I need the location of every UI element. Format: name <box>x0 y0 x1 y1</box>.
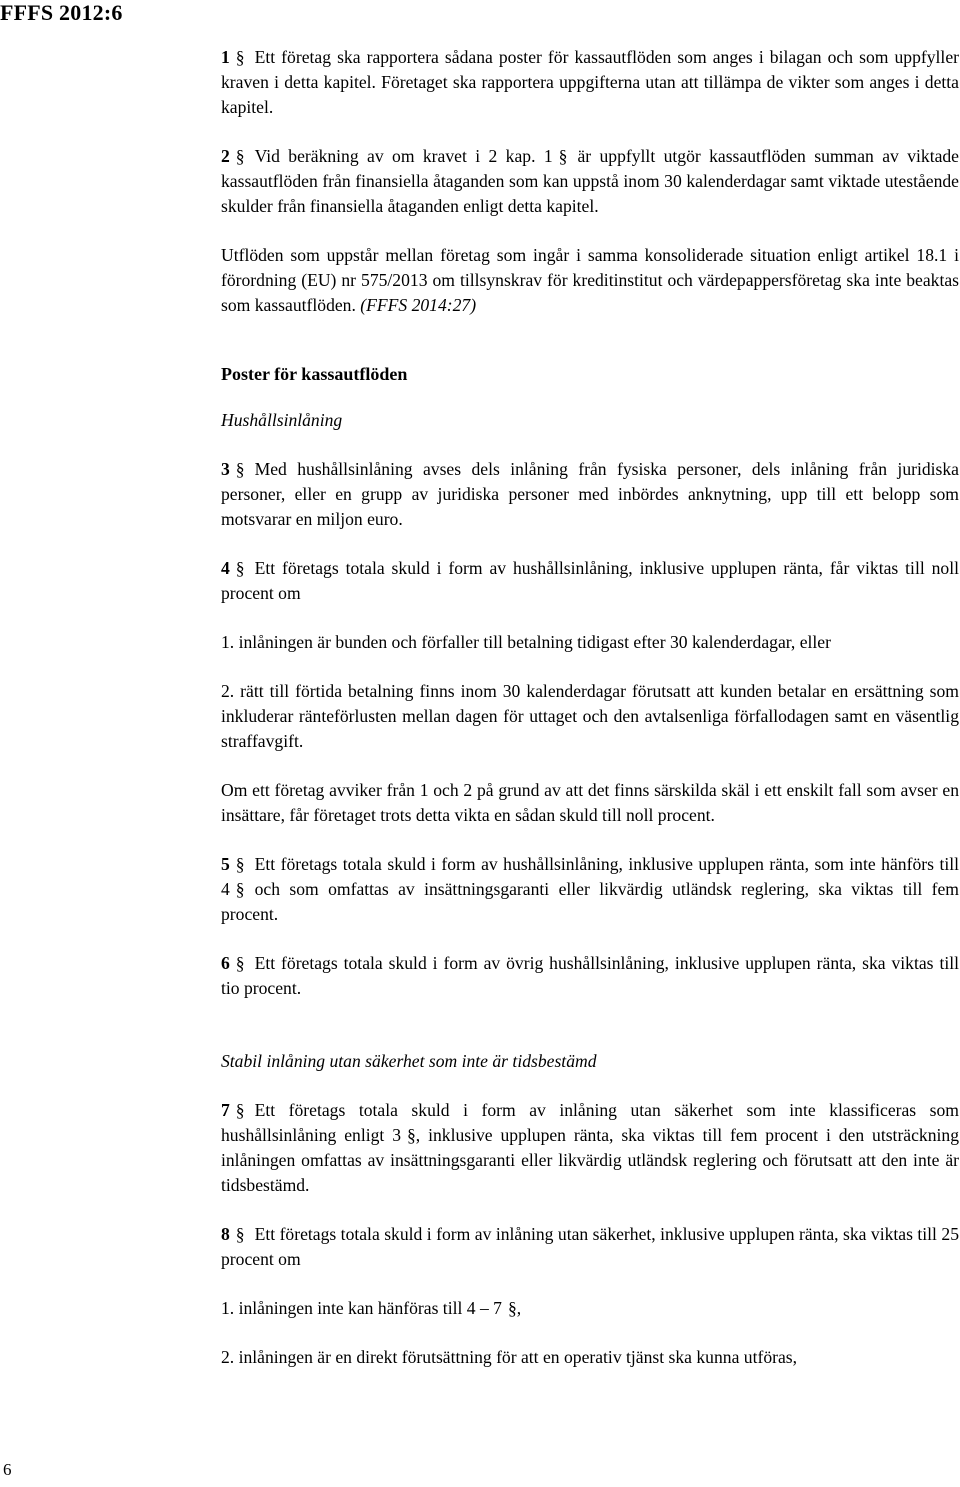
amendment-reference: (FFFS 2014:27) <box>360 295 477 315</box>
section-sign: § <box>407 1125 416 1145</box>
subheading-household-deposits: Hushållsinlåning <box>221 410 343 430</box>
paragraph-8 <box>221 1222 959 1272</box>
section-sign: § <box>235 47 245 67</box>
section-sign: § <box>558 146 568 166</box>
document-header: FFFS 2012:6 <box>0 0 123 25</box>
section-number: 2 <box>221 146 230 166</box>
section-number: 5 <box>221 854 230 874</box>
paragraph-text: Utflöden som uppstår mellan företag som ingår i samma konsoliderade situation enligt artikel 18.1 i förordning (EU) nr 575/2013 om tillsynskrav för kreditinstitut och värdepappersföretag ska inte beaktas som kassautflöden. <box>221 245 959 315</box>
paragraph-2-second <box>221 243 959 318</box>
section-number: 3 <box>221 459 230 479</box>
section-number: 1 <box>221 47 230 67</box>
list-item: 1. inlåningen är bunden och förfaller till betalning tidigast efter 30 kalenderdagar, eller <box>221 632 831 652</box>
paragraph-text: och som omfattas av insättningsgaranti eller likvärdig utländsk reglering, ska viktas till fem procent. <box>221 879 959 924</box>
paragraph-text: Ett företags totala skuld i form av övrig hushållsinlåning, inklusive upplupen ränta, ska viktas till tio procent. <box>221 953 959 998</box>
paragraph-5 <box>221 852 959 927</box>
section-sign: § <box>235 1100 245 1120</box>
section-sign: § <box>235 558 245 578</box>
page-number: 6 <box>3 1460 12 1479</box>
paragraph-7 <box>221 1098 959 1198</box>
paragraph-text: Ett företags totala skuld i form av inlåning utan säkerhet som inte klassificeras som hushållsinlåning enligt 3 <box>221 1100 959 1145</box>
paragraph-2 <box>221 144 959 219</box>
paragraph-text: , inklusive upplupen ränta, ska viktas till fem procent i den utsträckning inlåningen omfattas av insättningsgaranti eller likvärdig utländsk reglering och förutsatt att den inte är tidsbestämd. <box>221 1125 959 1195</box>
section-number: 4 <box>221 558 230 578</box>
section-sign: § <box>235 459 245 479</box>
subheading-stable-deposits: Stabil inlåning utan säkerhet som inte är tidsbestämd <box>221 1051 597 1071</box>
paragraph-text: Ett företags totala skuld i form av hushållsinlåning, inklusive upplupen ränta, som inte hänförs till 4 <box>221 854 959 899</box>
list-item-text: 1. inlåningen inte kan hänföras till 4 – 7 <box>221 1298 502 1318</box>
section-sign: § <box>235 1224 245 1244</box>
section-number: 7 <box>221 1100 230 1120</box>
section-sign: § <box>235 953 245 973</box>
section-sign: § <box>235 146 245 166</box>
list-item-text: , <box>516 1298 522 1318</box>
paragraph-text: Ett företag ska rapportera sådana poster för kassautflöden som anges i bilagan och som uppfyller kraven i detta kapitel. Företaget ska rapportera uppgifterna utan att tillämpa de vikter som anges i detta kapitel. <box>221 47 959 117</box>
section-sign: § <box>235 854 245 874</box>
paragraph-text: är uppfyllt utgör kassautflöden summan av viktade kassautflöden från finansiella åtaganden som kan uppstå inom 30 kalenderdagar samt viktade utestående skulder från finansiella åtaganden enligt detta kapitel. <box>221 146 959 216</box>
list-item: 2. rätt till förtida betalning finns inom 30 kalenderdagar förutsatt att kunden betalar en ersättning som inkluderar ränteförlusten mellan dagen för uttaget och den avtalsenliga förfallodagen samt en väsentlig straffavgift. <box>221 681 959 751</box>
section-sign: § <box>507 1298 517 1318</box>
paragraph-1 <box>221 45 959 120</box>
paragraph-text: Ett företags totala skuld i form av hushållsinlåning, inklusive upplupen ränta, får viktas till noll procent om <box>221 558 959 603</box>
paragraph-4-note: Om ett företag avviker från 1 och 2 på grund av att det finns särskilda skäl i ett enskilt fall som avser en insättare, får företaget trots detta vikta en sådan skuld till noll procent. <box>221 780 959 825</box>
section-number: 6 <box>221 953 230 973</box>
section-number: 8 <box>221 1224 230 1244</box>
paragraph-text: Vid beräkning av om kravet i 2 kap. 1 <box>254 146 553 166</box>
paragraph-text: Med hushållsinlåning avses dels inlåning från fysiska personer, dels inlåning från juridiska personer, eller en grupp av juridiska personer med inbördes anknytning, upp till ett belopp som motsvarar en miljon euro. <box>221 459 959 529</box>
document-body <box>221 45 959 1394</box>
paragraph-6 <box>221 951 959 1001</box>
section-sign: § <box>235 879 245 899</box>
paragraph-3 <box>221 457 959 532</box>
paragraph-text: Ett företags totala skuld i form av inlåning utan säkerhet, inklusive upplupen ränta, ska viktas till 25 procent om <box>221 1224 959 1269</box>
paragraph-4 <box>221 556 959 606</box>
list-item <box>221 1296 959 1321</box>
list-item: 2. inlåningen är en direkt förutsättning för att en operativ tjänst ska kunna utföras, <box>221 1347 798 1367</box>
section-heading: Poster för kassautflöden <box>221 364 408 384</box>
